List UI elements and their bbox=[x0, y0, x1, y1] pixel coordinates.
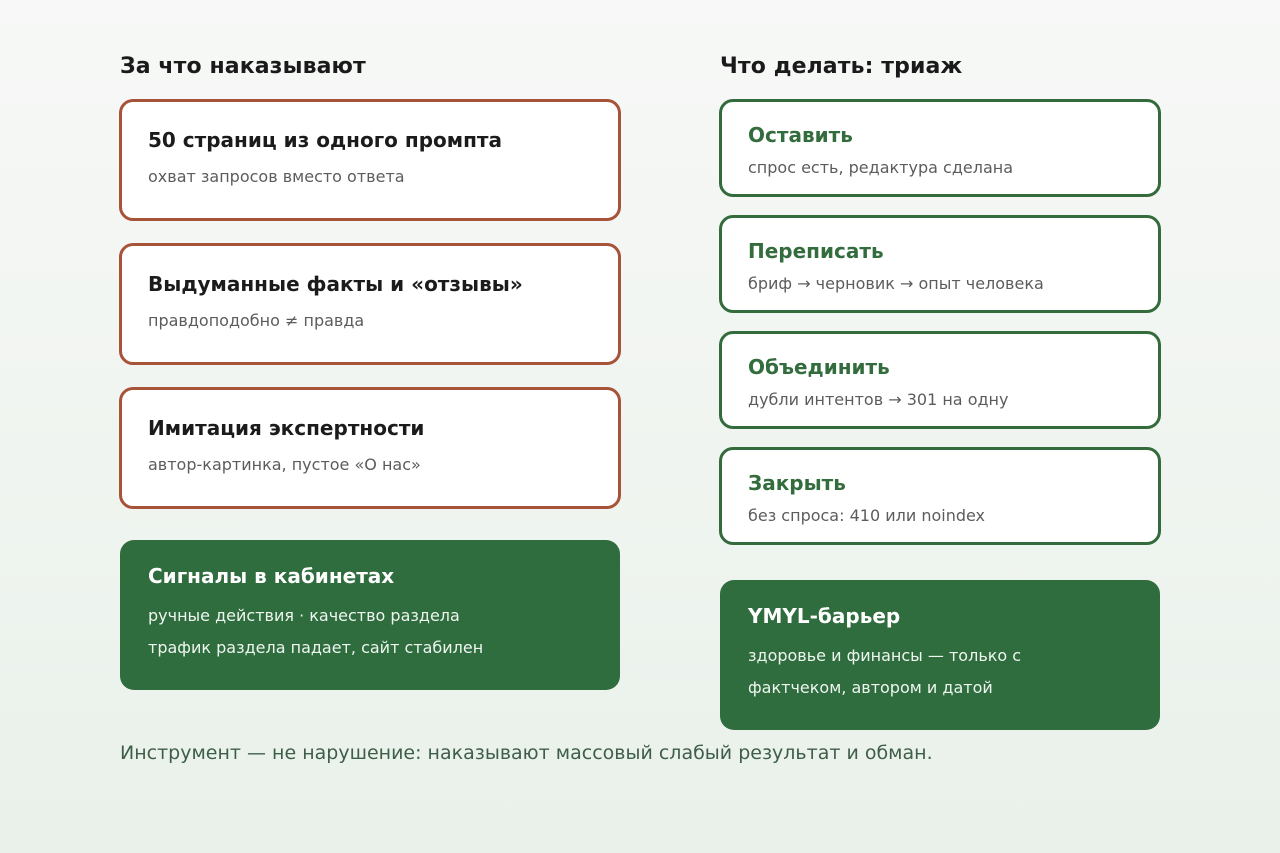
penalties-heading: За что наказывают bbox=[120, 54, 366, 79]
signals-panel bbox=[120, 540, 620, 690]
triage-card-subtitle: бриф → черновик → опыт человека bbox=[748, 274, 1044, 293]
penalty-card-subtitle: правдоподобно ≠ правда bbox=[148, 311, 365, 330]
signals-panel-title: Сигналы в кабинетах bbox=[148, 564, 395, 588]
triage-card-title: Закрыть bbox=[748, 471, 846, 495]
triage-card-subtitle: спрос есть, редактура сделана bbox=[748, 158, 1014, 177]
triage-card-rewrite bbox=[719, 215, 1161, 313]
penalty-card-subtitle: автор-картинка, пустое «О нас» bbox=[148, 455, 421, 474]
triage-card-title: Оставить bbox=[748, 123, 853, 147]
triage-card-subtitle: без спроса: 410 или noindex bbox=[748, 506, 986, 525]
penalty-card-fake-expertise bbox=[119, 387, 621, 509]
penalty-card-mass-pages bbox=[119, 99, 621, 221]
footer-note: Инструмент — не нарушение: наказывают массовый слабый результат и обман. bbox=[120, 742, 933, 764]
penalty-card-title: Выдуманные факты и «отзывы» bbox=[148, 272, 523, 296]
triage-card-merge bbox=[719, 331, 1161, 429]
penalty-card-title: Имитация экспертности bbox=[148, 416, 425, 440]
penalty-card-subtitle: охват запросов вместо ответа bbox=[148, 167, 405, 186]
triage-card-keep bbox=[719, 99, 1161, 197]
triage-heading: Что делать: триаж bbox=[720, 54, 963, 79]
penalty-card-title: 50 страниц из одного промпта bbox=[148, 128, 503, 152]
triage-card-title: Переписать bbox=[748, 239, 884, 263]
ymyl-panel-title: YMYL-барьер bbox=[748, 604, 901, 628]
ymyl-line: фактчеком, автором и датой bbox=[748, 678, 993, 697]
penalty-card-fake-facts bbox=[119, 243, 621, 365]
triage-card-title: Объединить bbox=[748, 355, 890, 379]
signals-line: трафик раздела падает, сайт стабилен bbox=[148, 638, 484, 657]
ymyl-line: здоровье и финансы — только с bbox=[748, 646, 1022, 665]
triage-card-subtitle: дубли интентов → 301 на одну bbox=[748, 390, 1009, 409]
signals-line: ручные действия · качество раздела bbox=[148, 606, 460, 625]
triage-card-close bbox=[719, 447, 1161, 545]
ymyl-panel bbox=[720, 580, 1160, 730]
